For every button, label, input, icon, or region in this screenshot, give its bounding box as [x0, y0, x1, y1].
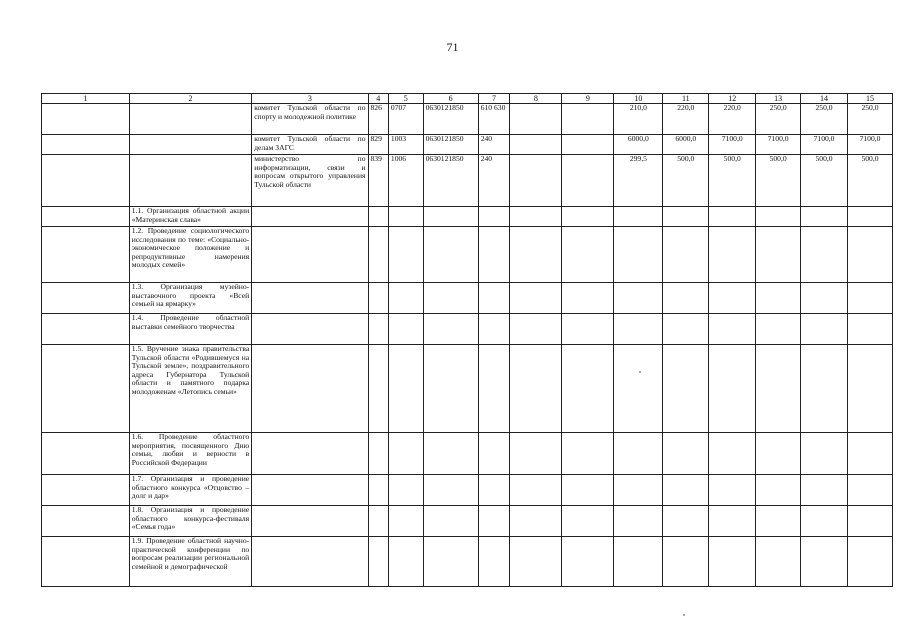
cell-value: 6000,0 — [663, 135, 709, 155]
cell-csr: 0630121850 — [423, 155, 478, 207]
cell-value: 500,0 — [756, 155, 801, 207]
cell-value: 500,0 — [709, 155, 756, 207]
cell-vr: 240 — [478, 155, 510, 207]
table-row — [42, 475, 893, 506]
cell-event — [129, 155, 251, 207]
cell-status — [42, 135, 130, 155]
table-row — [42, 433, 893, 475]
column-number-row — [42, 94, 893, 104]
column-number: 14 — [801, 94, 848, 104]
cell-event: 1.4. Проведение областной выставки семейного творчества — [129, 314, 251, 345]
cell-value: 250,0 — [848, 104, 893, 135]
cell-col8 — [510, 155, 562, 207]
column-number: 10 — [614, 94, 663, 104]
page-number: 71 — [446, 40, 459, 54]
cell-event — [129, 135, 251, 155]
cell-grbs: 826 — [368, 104, 388, 135]
cell-value: 7100,0 — [848, 135, 893, 155]
cell-col9 — [562, 135, 614, 155]
cell-rzpr: 1003 — [388, 135, 423, 155]
cell-col8 — [510, 104, 562, 135]
cell-grbs: 829 — [368, 135, 388, 155]
column-number: 7 — [478, 94, 510, 104]
cell-status — [42, 104, 130, 135]
table-row — [42, 104, 893, 135]
table-row — [42, 506, 893, 537]
cell-vr: 610 630 — [478, 104, 510, 135]
cell-event: 1.7. Организация и проведение областного конкурса «Отцовство – долг и дар» — [129, 475, 251, 506]
cell-value: 7100,0 — [709, 135, 756, 155]
cell-value: 500,0 — [801, 155, 848, 207]
cell-vr: 240 — [478, 135, 510, 155]
cell-event: 1.2. Проведение социологического исследования по теме: «Социально-экономическое положение и репродуктивные намерения молодых семей» — [129, 227, 251, 283]
table-row — [42, 135, 893, 155]
table-row — [42, 314, 893, 345]
cell-status — [42, 155, 130, 207]
cell-value: 250,0 — [756, 104, 801, 135]
cell-grbs: 839 — [368, 155, 388, 207]
column-number: 6 — [423, 94, 478, 104]
cell-col9 — [562, 155, 614, 207]
cell-value: 7100,0 — [756, 135, 801, 155]
cell-value: 210,0 — [614, 104, 663, 135]
cell-executor: комитет Тульской области по делам ЗАГС — [252, 135, 368, 155]
cell-event: 1.5. Вручение знака правительства Тульской области «Родившемуся на Тульской земле», поздравительного адреса Губернатора Тульской области и памятного подарка молодоженам «Летопись семьи» — [129, 345, 251, 433]
column-number: 8 — [510, 94, 562, 104]
column-number: 9 — [562, 94, 614, 104]
table-row — [42, 207, 893, 227]
cell-event: 1.8. Организация и проведение областного конкурса-фестиваля «Семья года» — [129, 506, 251, 537]
cell-value: 7100,0 — [801, 135, 848, 155]
table-row — [42, 283, 893, 314]
cell-value: 299,5 — [614, 155, 663, 207]
cell-value: 220,0 — [709, 104, 756, 135]
cell-event: 1.6. Проведение областного мероприятия, посвященного Дню семьи, любви и верности в Российской Федерации — [129, 433, 251, 475]
cell-event: 1.3. Организация музейно-выставочного проекта «Всей семьей на ярмарку» — [129, 283, 251, 314]
column-number: 11 — [663, 94, 709, 104]
budget-table — [41, 93, 893, 587]
cell-col9 — [562, 104, 614, 135]
cell-event — [129, 104, 251, 135]
table-row — [42, 345, 893, 433]
cell-value: 220,0 — [663, 104, 709, 135]
column-number: 15 — [848, 94, 893, 104]
cell-executor: министерство по информатизации, связи и вопросам открытого управления Тульской области — [252, 155, 368, 207]
column-number: 1 — [42, 94, 130, 104]
column-number: 3 — [252, 94, 368, 104]
cell-event: 1.9. Проведение областной научно-практической конференции по вопросам реализации региональной семейной и демографической — [129, 537, 251, 587]
column-number: 5 — [388, 94, 423, 104]
column-number: 13 — [756, 94, 801, 104]
cell-value: 6000,0 — [614, 135, 663, 155]
cell-value: 500,0 — [848, 155, 893, 207]
cell-csr: 0630121850 — [423, 135, 478, 155]
scan-speck — [683, 614, 685, 616]
cell-value: 250,0 — [801, 104, 848, 135]
cell-value: 500,0 — [663, 155, 709, 207]
cell-executor: комитет Тульской области по спорту и молодежной политике — [252, 104, 368, 135]
cell-col8 — [510, 135, 562, 155]
column-number: 2 — [129, 94, 251, 104]
cell-rzpr: 1006 — [388, 155, 423, 207]
table-row — [42, 227, 893, 283]
table-row — [42, 155, 893, 207]
cell-rzpr: 0707 — [388, 104, 423, 135]
cell-csr: 0630121850 — [423, 104, 478, 135]
cell-event: 1.1. Организация областной акции «Материнская слава» — [129, 207, 251, 227]
column-number: 4 — [368, 94, 388, 104]
table-row — [42, 537, 893, 587]
scan-speck — [639, 371, 641, 373]
column-number: 12 — [709, 94, 756, 104]
